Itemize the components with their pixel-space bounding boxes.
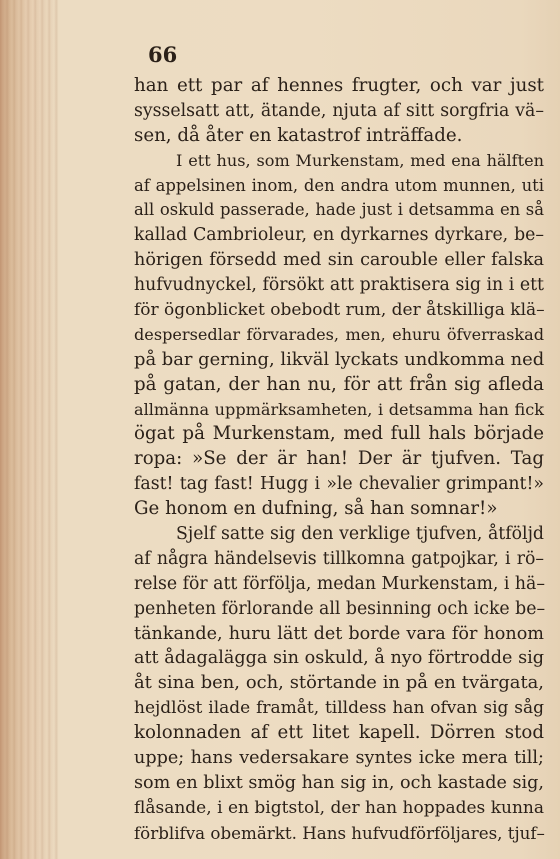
text-line: han ett par af hennes frugter, och var just bbox=[134, 75, 544, 96]
text-line: ropa: »Se der är han! Der är tjufven. Tag bbox=[134, 448, 544, 470]
text-line: flåsande, i en bigtstol, der han hoppades kunna bbox=[134, 797, 544, 818]
text-line: all oskuld passerade, hade just i detsamma en så bbox=[134, 200, 544, 220]
text-line: på gatan, der han nu, för att från sig afleda bbox=[134, 373, 544, 395]
text-line: kolonnaden af ett litet kapell. Dörren stod bbox=[134, 722, 544, 744]
text-line: åt sina ben, och, störtande in på en tvärgata, bbox=[134, 672, 544, 694]
text-line: att ådagalägga sin oskuld, å nyo förtrodde sig bbox=[134, 648, 544, 669]
text-line: despersedlar förvarades, men, ehuru öfverraskad bbox=[134, 324, 544, 344]
text-line: Sjelf satte sig den verklige tjufven, åtföljd bbox=[176, 524, 544, 545]
text-line: ögat på Murkenstam, med full hals började bbox=[134, 423, 544, 445]
text-line: penheten förlorande all besinning och icke be– bbox=[134, 598, 546, 619]
page-number: 66 bbox=[148, 42, 178, 67]
text-line: hufvudnyckel, försökt att praktisera sig in i ett bbox=[134, 275, 544, 296]
text-line: Ge honom en dufning, så han somnar!» bbox=[134, 498, 498, 520]
text-line: fast! tag fast! Hugg i »le chevalier grimpant!» bbox=[134, 474, 544, 495]
text-line: allmänna uppmärksamheten, i detsamma han fick bbox=[134, 399, 544, 419]
page-edge-shadow bbox=[0, 0, 58, 859]
text-line: I ett hus, som Murkenstam, med ena hälften bbox=[176, 150, 544, 170]
text-line: hejdlöst ilade framåt, tilldess han ofvan sig såg bbox=[134, 698, 544, 719]
text-line: uppe; hans vedersakare syntes icke mera till; bbox=[134, 748, 544, 769]
text-line: som en blixt smög han sig in, och kastade sig, bbox=[134, 772, 544, 793]
text-line: sen, då åter en katastrof inträffade. bbox=[134, 124, 463, 146]
text-line: relse för att förfölja, medan Murkenstam, i hä– bbox=[134, 573, 545, 594]
text-line: förblifva obemärkt. Hans hufvudförföljares, tjuf– bbox=[134, 822, 545, 843]
text-line: tänkande, huru lätt det borde vara för honom bbox=[134, 623, 544, 644]
body-text bbox=[134, 74, 544, 846]
text-line: af appelsinen inom, den andra utom munnen, uti bbox=[134, 175, 544, 195]
text-line: på bar gerning, likväl lyckats undkomma ned bbox=[134, 348, 545, 370]
text-line: för ögonblicket obebodt rum, der åtskilliga klä– bbox=[134, 300, 545, 321]
text-line: sysselsatt att, ätande, njuta af sitt sorgfria vä– bbox=[134, 100, 544, 121]
text-line: hörigen försedd med sin carouble eller falska bbox=[134, 250, 544, 271]
text-line: af några händelsevis tillkomna gatpojkar, i rö– bbox=[134, 548, 544, 569]
text-line: kallad Cambrioleur, en dyrkarnes dyrkare, be– bbox=[134, 225, 544, 246]
